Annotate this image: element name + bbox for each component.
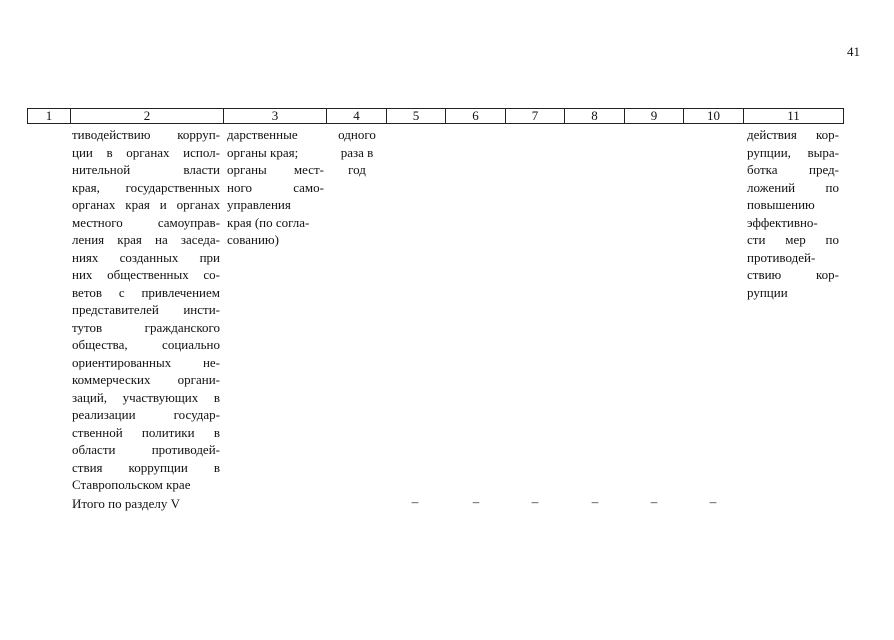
text-line: ботка пред- bbox=[747, 162, 839, 177]
header-col-8: 8 bbox=[565, 108, 625, 124]
total-value-col-7: – bbox=[531, 494, 539, 509]
page-number: 41 bbox=[847, 44, 860, 59]
column-11-text bbox=[747, 126, 839, 301]
text-line: противодей- bbox=[747, 249, 816, 265]
text-line: год bbox=[348, 162, 366, 177]
text-line: них общественных со- bbox=[72, 267, 220, 282]
text-line: местного самоуправ- bbox=[72, 214, 220, 230]
total-value-col-10: – bbox=[709, 494, 717, 509]
header-col-7: 7 bbox=[506, 108, 565, 124]
text-line: раза в bbox=[340, 144, 374, 160]
text-line: повышению bbox=[747, 197, 815, 212]
text-line: ориентированных не- bbox=[72, 354, 220, 370]
text-line: тиводействию корруп- bbox=[72, 127, 220, 142]
header-col-3: 3 bbox=[224, 108, 327, 124]
text-line: рупции bbox=[747, 284, 788, 300]
text-line: реализации государ- bbox=[72, 407, 220, 422]
header-col-2: 2 bbox=[71, 108, 224, 124]
text-line: ствию кор- bbox=[747, 267, 839, 282]
text-line: коммерческих органи- bbox=[72, 372, 220, 387]
text-line: ветов с привлечением bbox=[72, 284, 220, 300]
text-line: края, государственных bbox=[72, 179, 220, 195]
header-col-11: 11 bbox=[744, 108, 844, 124]
text-line: тутов гражданского bbox=[72, 319, 220, 335]
column-4-text bbox=[327, 126, 387, 179]
text-line: рупции, выра- bbox=[747, 144, 839, 160]
column-2-text bbox=[72, 126, 220, 494]
section-total-label: Итого по разделу V bbox=[72, 496, 181, 511]
text-line: края (по согла- bbox=[227, 214, 310, 230]
header-col-9: 9 bbox=[625, 108, 684, 124]
total-value-col-6: – bbox=[472, 494, 480, 509]
total-value-col-8: – bbox=[591, 494, 599, 509]
text-line: ственной политики в bbox=[72, 424, 220, 440]
text-line: действия кор- bbox=[747, 127, 839, 142]
text-line: эффективно- bbox=[747, 214, 818, 230]
text-line: заций, участвующих в bbox=[72, 389, 220, 405]
text-line: представителей инсти- bbox=[72, 302, 220, 317]
header-col-5: 5 bbox=[387, 108, 446, 124]
text-line: дарственные bbox=[227, 127, 298, 142]
text-line: органы мест- bbox=[227, 162, 324, 177]
text-line: ствия коррупции в bbox=[72, 459, 220, 475]
header-col-4: 4 bbox=[327, 108, 387, 124]
text-line: сованию) bbox=[227, 232, 279, 247]
text-line: Ставропольском крае bbox=[72, 477, 191, 492]
text-line: ложений по bbox=[747, 179, 839, 195]
text-line: ления края на заседа- bbox=[72, 232, 220, 247]
column-3-text bbox=[227, 126, 324, 249]
text-line: нительной власти bbox=[72, 162, 220, 177]
text-line: управления bbox=[227, 197, 291, 212]
text-line: ного само- bbox=[227, 179, 324, 195]
header-col-6: 6 bbox=[446, 108, 506, 124]
text-line: общества, социально bbox=[72, 337, 220, 352]
header-col-1: 1 bbox=[27, 108, 71, 124]
header-col-10: 10 bbox=[684, 108, 744, 124]
text-line: области противодей- bbox=[72, 442, 220, 457]
text-line: органы края; bbox=[227, 144, 299, 160]
text-line: ниях созданных при bbox=[72, 249, 220, 265]
text-line: органах края и органах bbox=[72, 197, 220, 212]
total-value-col-5: – bbox=[411, 494, 419, 509]
text-line: сти мер по bbox=[747, 232, 839, 247]
text-line: ции в органах испол- bbox=[72, 144, 220, 160]
text-line: одного bbox=[338, 127, 376, 142]
total-value-col-9: – bbox=[650, 494, 658, 509]
